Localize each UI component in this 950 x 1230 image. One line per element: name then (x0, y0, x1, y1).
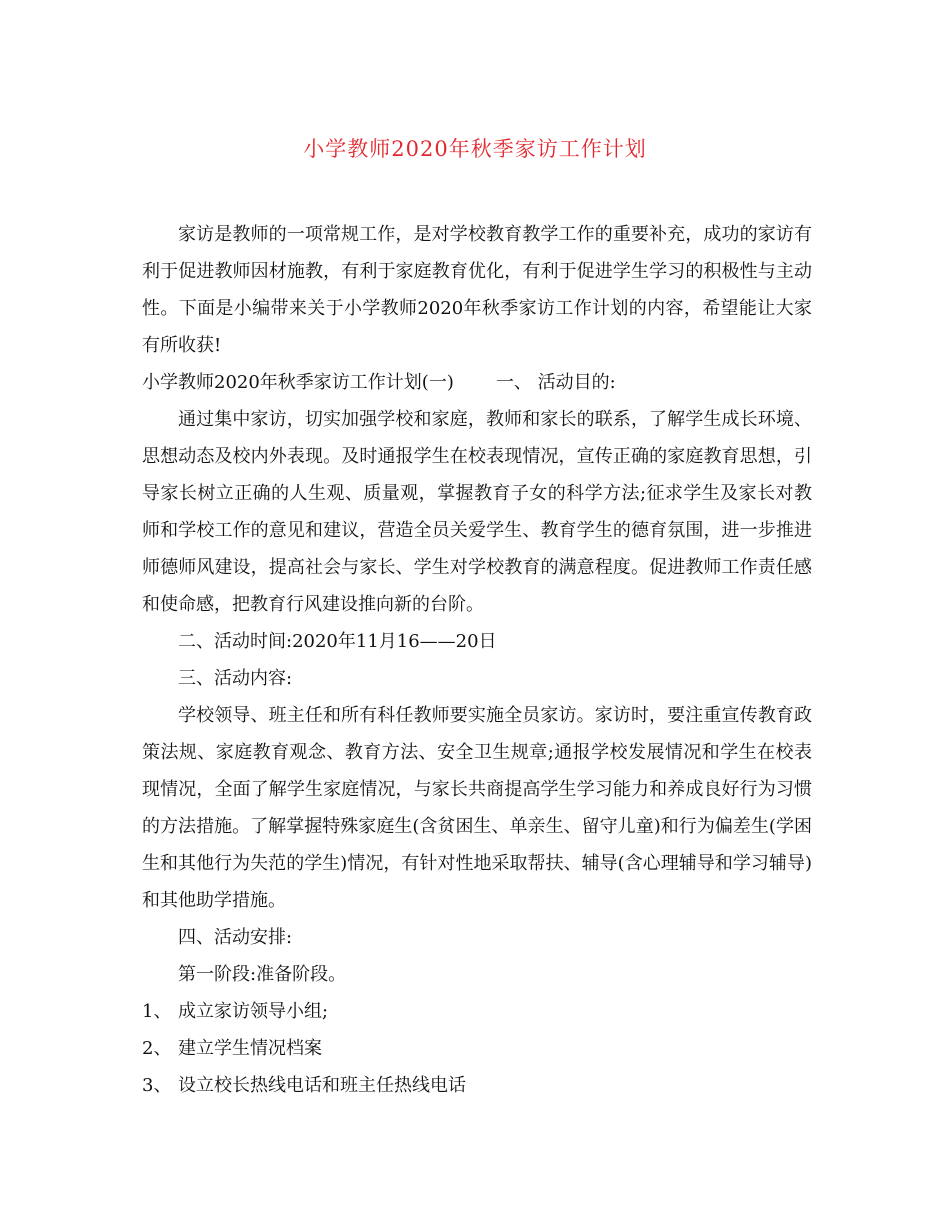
plan-heading: 小学教师2020年秋季家访工作计划(一) (142, 372, 454, 393)
list-item-text: 成立家访领导小组; (178, 1001, 329, 1022)
activity-time-line: 二、活动时间:2020年11月16——20日 (178, 631, 497, 652)
list-item (142, 993, 812, 1030)
list-item (142, 1030, 812, 1067)
arrangement-heading: 四、活动安排: (178, 927, 293, 948)
purpose-paragraph: 通过集中家访，切实加强学校和家庭，教师和家长的联系，了解学生成长环境、思想动态及校内外表现。及时通报学生在校表现情况，宣传正确的家庭教育思想，引导家长树立正确的人生观、质量观，掌握教育子女的科学方法;征求学生及家长对教师和学校工作的意见和建议，营造全员关爱学生、教育学生的德育氛围，进一步推进师德师风建设，提高社会与家长、学生对学校教育的满意程度。促进教师工作责任感和使命感，把教育行风建设推向新的台阶。 (142, 409, 812, 615)
list-item (142, 1067, 812, 1104)
stage-one-line: 第一阶段:准备阶段。 (178, 964, 347, 985)
list-item-text: 设立校长热线电话和班主任热线电话 (178, 1075, 466, 1096)
list-item-number: 3、 (142, 1075, 172, 1096)
document-body (142, 216, 812, 1104)
purpose-heading: 一、 活动目的: (495, 372, 616, 393)
list-item-number: 1、 (142, 1001, 172, 1022)
list-item-number: 2、 (142, 1038, 172, 1059)
content-heading: 三、活动内容: (178, 668, 293, 689)
list-item-text: 建立学生情况档案 (178, 1038, 322, 1059)
intro-paragraph: 家访是教师的一项常规工作，是对学校教育教学工作的重要补充，成功的家访有利于促进教师因材施教，有利于家庭教育优化，有利于促进学生学习的积极性与主动性。下面是小编带来关于小学教师2020年秋季家访工作计划的内容，希望能让大家有所收获! (142, 224, 812, 356)
document-title: 小学教师2020年秋季家访工作计划 (303, 137, 647, 161)
content-paragraph: 学校领导、班主任和所有科任教师要实施全员家访。家访时，要注重宣传教育政策法规、家庭教育观念、教育方法、安全卫生规章;通报学校发展情况和学生在校表现情况，全面了解学生家庭情况，与家长共商提高学生学习能力和养成良好行为习惯的方法措施。了解掌握特殊家庭生(含贫困生、单亲生、留守儿童)和行为偏差生(学困生和其他行为失范的学生)情况，有针对性地采取帮扶、辅导(含心理辅导和学习辅导)和其他助学措施。 (142, 705, 812, 911)
plan-heading-line (142, 364, 812, 401)
